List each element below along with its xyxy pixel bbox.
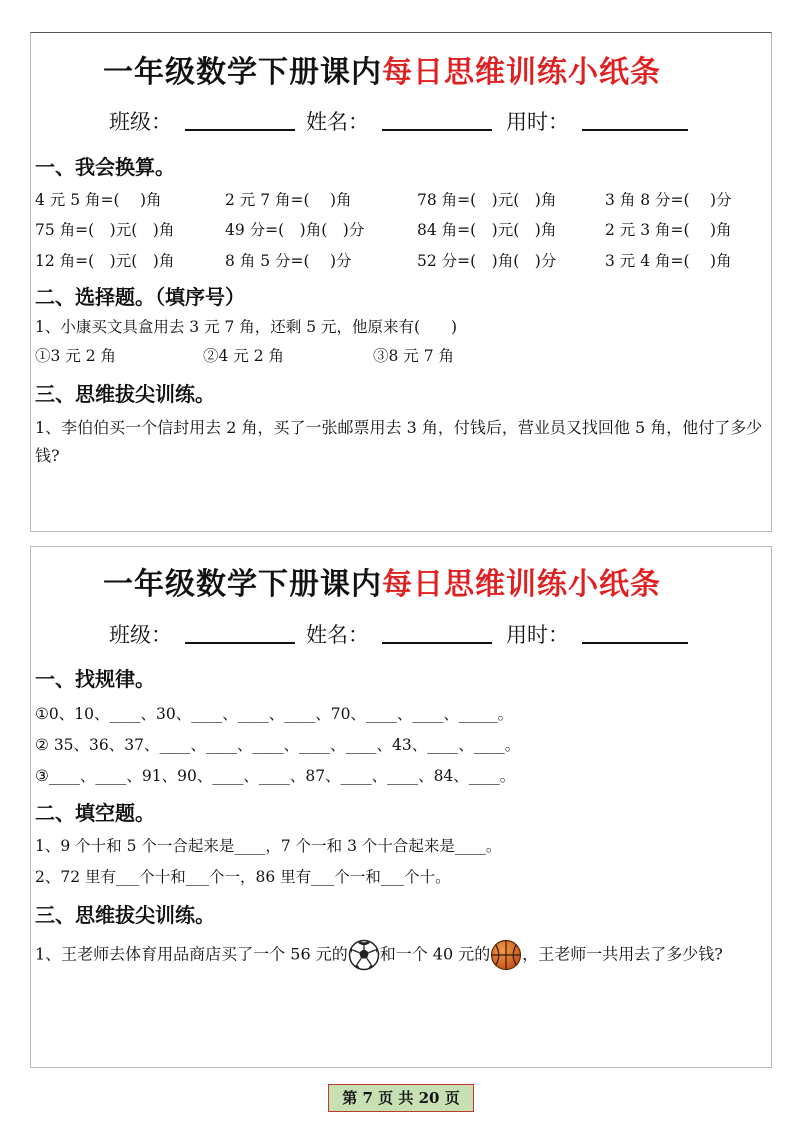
sheet2-title — [103, 559, 661, 603]
conversion-item: 2 元 7 角=( )角 — [225, 191, 352, 209]
name-blank[interactable] — [382, 642, 492, 644]
conversion-item: 84 角=( )元( )角 — [417, 221, 557, 239]
thinking-question — [35, 939, 771, 971]
choice-question: 1、小康买文具盒用去 3 元 7 角，还剩 5 元，他原来有( ) — [35, 318, 458, 336]
basketball-icon — [490, 939, 522, 971]
question-part: 1、王老师去体育用品商店买了一个 56 元的 — [35, 944, 348, 964]
question-part: ，王老师一共用去了多少钱? — [522, 944, 723, 964]
time-label: 用时： — [506, 623, 569, 647]
page-indicator: 第 7 页 共 20 页 — [328, 1084, 474, 1112]
sheet2-title-main: 一年级数学下册课内 — [103, 567, 382, 602]
question-part: 和一个 40 元的 — [379, 944, 491, 964]
class-blank[interactable] — [185, 642, 295, 644]
choice-option: ③8 元 7 角 — [373, 347, 455, 365]
thinking-question: 1、李伯伯买一个信封用去 2 角，买了一张邮票用去 3 角，付钱后，营业员又找回他 5 角，他付了多少钱? — [35, 418, 763, 465]
name-label: 姓名： — [306, 623, 369, 647]
sheet1-title-main: 一年级数学下册课内 — [103, 55, 382, 90]
choice-option: ①3 元 2 角 — [35, 347, 117, 365]
fill-question: 1、9 个十和 5 个一合起来是____，7 个一和 3 个十合起来是____。 — [35, 837, 502, 855]
section-pattern-title: 一、找规律。 — [35, 667, 155, 691]
conversion-item: 2 元 3 角=( )角 — [605, 221, 732, 239]
conversion-item: 3 角 8 分=( )分 — [605, 191, 732, 209]
time-blank[interactable] — [582, 129, 688, 131]
sheet1-title — [103, 47, 661, 91]
conversion-item: 49 分=( )角( )分 — [225, 221, 365, 239]
class-label: 班级： — [109, 110, 172, 134]
name-blank[interactable] — [382, 129, 492, 131]
worksheet-2 — [30, 546, 772, 1068]
class-label: 班级： — [109, 623, 172, 647]
conversion-item: 78 角=( )元( )角 — [417, 191, 557, 209]
pattern-row: ② 35、36、37、____、____、____、____、____、43、____、____。 — [35, 736, 521, 754]
conversion-item: 3 元 4 角=( )角 — [605, 252, 732, 270]
conversion-item: 75 角=( )元( )角 — [35, 221, 175, 239]
section-conversion-title: 一、我会换算。 — [35, 155, 175, 179]
fill-question: 2、72 里有___个十和___个一，86 里有___个一和___个十。 — [35, 868, 451, 886]
pattern-row: ①0、10、____、30、____、____、____、70、____、____、_____。 — [35, 705, 514, 723]
section-thinking-title: 三、思维拔尖训练。 — [35, 903, 215, 927]
conversion-item: 4 元 5 角=( )角 — [35, 191, 162, 209]
section-choice-title: 二、选择题。（填序号） — [35, 285, 245, 309]
time-label: 用时： — [506, 110, 569, 134]
time-blank[interactable] — [582, 642, 688, 644]
soccer-ball-icon — [348, 939, 380, 971]
sheet1-title-highlight: 每日思维训练小纸条 — [382, 55, 661, 90]
name-label: 姓名： — [306, 110, 369, 134]
class-blank[interactable] — [185, 129, 295, 131]
conversion-item: 52 分=( )角( )分 — [417, 252, 557, 270]
sheet2-title-highlight: 每日思维训练小纸条 — [382, 567, 661, 602]
conversion-item: 12 角=( )元( )角 — [35, 252, 175, 270]
section-fill-title: 二、填空题。 — [35, 801, 155, 825]
section-thinking-title: 三、思维拔尖训练。 — [35, 382, 215, 406]
choice-option: ②4 元 2 角 — [203, 347, 285, 365]
worksheet-1 — [30, 32, 772, 532]
conversion-item: 8 角 5 分=( )分 — [225, 252, 352, 270]
pattern-row: ③____、____、91、90、____、____、87、____、____、84、____。 — [35, 767, 516, 785]
